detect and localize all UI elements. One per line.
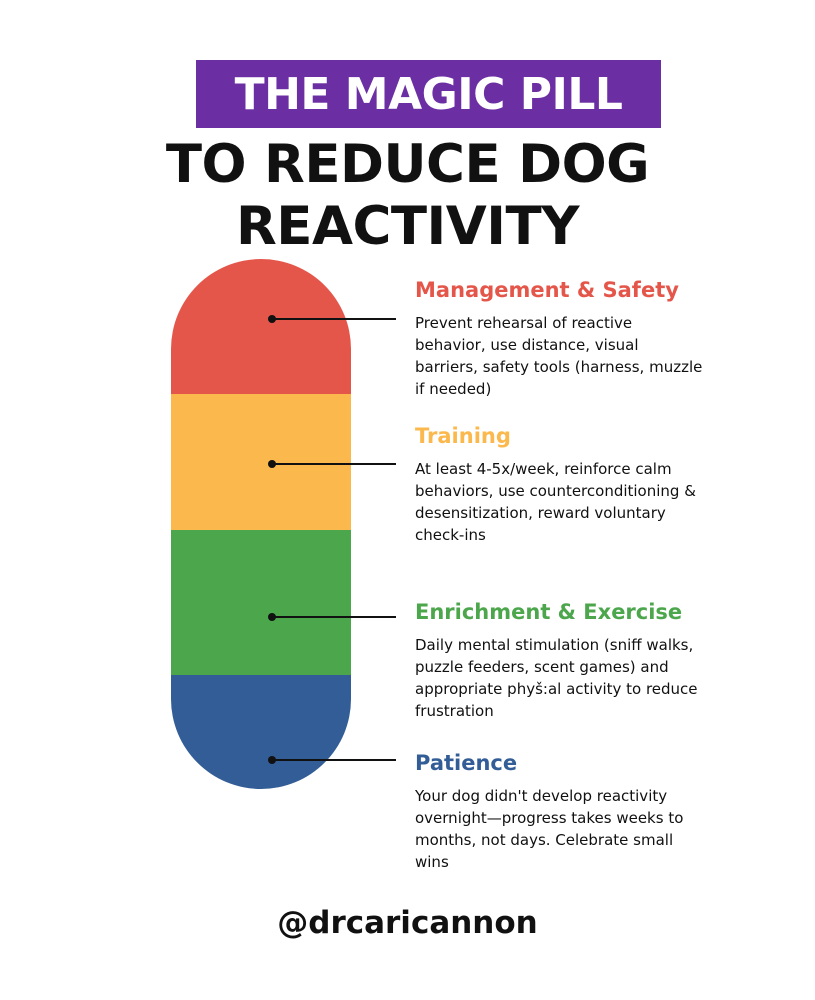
title-line-2: REACTIVITY — [235, 196, 580, 257]
connector-line-training — [272, 463, 396, 465]
author-handle: @drcaricannon — [277, 905, 538, 941]
connector-dot — [268, 460, 276, 468]
section-heading: Enrichment & Exercise — [415, 600, 683, 624]
pill-graphic — [171, 259, 351, 789]
section-description: Daily mental stimulation (sniff walks, puzzle feeders, scent games) and appropriate phyš:al activity to reduce frustration — [415, 636, 698, 720]
connector-dot — [268, 613, 276, 621]
section-heading: Patience — [415, 751, 518, 775]
connector-line-enrichment — [272, 616, 396, 618]
pill-segment-enrichment — [171, 530, 351, 675]
title-banner-text: THE MAGIC PILL — [234, 68, 623, 120]
section-patience — [415, 750, 705, 873]
section-training — [415, 423, 705, 546]
pill-segment-patience — [171, 675, 351, 789]
connector-dot — [268, 315, 276, 323]
section-heading: Management & Safety — [415, 278, 679, 302]
section-description: Prevent rehearsal of reactive behavior, use distance, visual barriers, safety tools (harness, muzzle if needed) — [415, 314, 703, 398]
title-banner — [196, 60, 661, 128]
section-description: Your dog didn't develop reactivity overnight—progress takes weeks to months, not days. Celebrate small wins — [415, 787, 684, 871]
pill-segment-training — [171, 394, 351, 530]
connector-dot — [268, 756, 276, 764]
section-heading: Training — [415, 424, 511, 448]
section-description: At least 4-5x/week, reinforce calm behaviors, use counterconditioning & desensitization, reward voluntary check-ins — [415, 460, 696, 544]
pill-segment-management — [171, 259, 351, 394]
section-enrichment-exercise — [415, 599, 705, 722]
section-management-safety — [415, 277, 705, 400]
title-line-1: TO REDUCE DOG — [165, 134, 650, 195]
connector-line-management — [272, 318, 396, 320]
connector-line-patience — [272, 759, 396, 761]
